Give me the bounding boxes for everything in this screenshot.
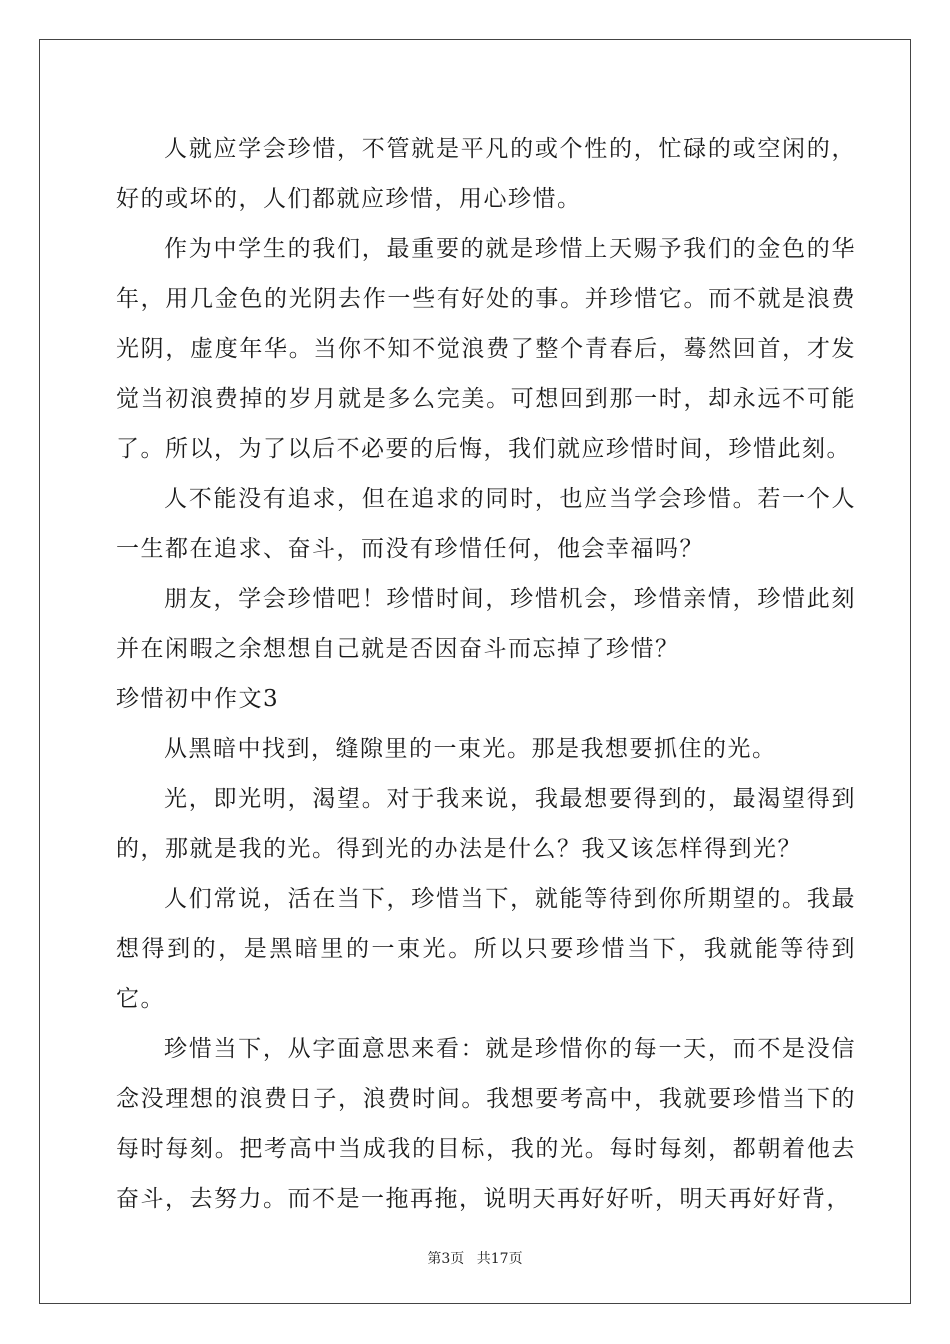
- paragraph: 人不能没有追求，但在追求的同时，也应当学会珍惜。若一个人一生都在追求、奋斗，而没有珍惜任何，他会幸福吗？: [116, 486, 856, 562]
- page-footer: [0, 1248, 950, 1268]
- paragraph: 光，即光明，渴望。对于我来说，我最想要得到的，最渴望得到的，那就是我的光。得到光的办法是什么？我又该怎样得到光？: [116, 786, 856, 862]
- page-total: 共17页: [476, 1251, 523, 1267]
- page-number: 第3页: [427, 1251, 465, 1267]
- document-body: [116, 124, 856, 1224]
- paragraph: 朋友，学会珍惜吧！珍惜时间，珍惜机会，珍惜亲情，珍惜此刻并在闲暇之余想想自己就是否因奋斗而忘掉了珍惜？: [116, 586, 856, 662]
- section-heading: 珍惜初中作文3: [116, 686, 280, 712]
- paragraph: 从黑暗中找到，缝隙里的一束光。那是我想要抓住的光。: [164, 736, 777, 762]
- paragraph: 珍惜当下，从字面意思来看：就是珍惜你的每一天，而不是没信念没理想的浪费日子，浪费时间。我想要考高中，我就要珍惜当下的每时每刻。把考高中当成我的目标，我的光。每时每刻，都朝着他去奋斗，去努力。而不是一拖再拖，说明天再好好听，明天再好好背，: [116, 1036, 856, 1212]
- paragraph: 人就应学会珍惜，不管就是平凡的或个性的，忙碌的或空闲的，好的或坏的，人们都就应珍惜，用心珍惜。: [116, 136, 856, 212]
- paragraph: 作为中学生的我们，最重要的就是珍惜上天赐予我们的金色的华年，用几金色的光阴去作一些有好处的事。并珍惜它。而不就是浪费光阴，虚度年华。当你不知不觉浪费了整个青春后，蓦然回首，才发觉当初浪费掉的岁月就是多么完美。可想回到那一时，却永远不可能了。所以，为了以后不必要的后悔，我们就应珍惜时间，珍惜此刻。: [116, 236, 856, 462]
- paragraph: 人们常说，活在当下，珍惜当下，就能等待到你所期望的。我最想得到的，是黑暗里的一束光。所以只要珍惜当下，我就能等待到它。: [116, 886, 856, 1012]
